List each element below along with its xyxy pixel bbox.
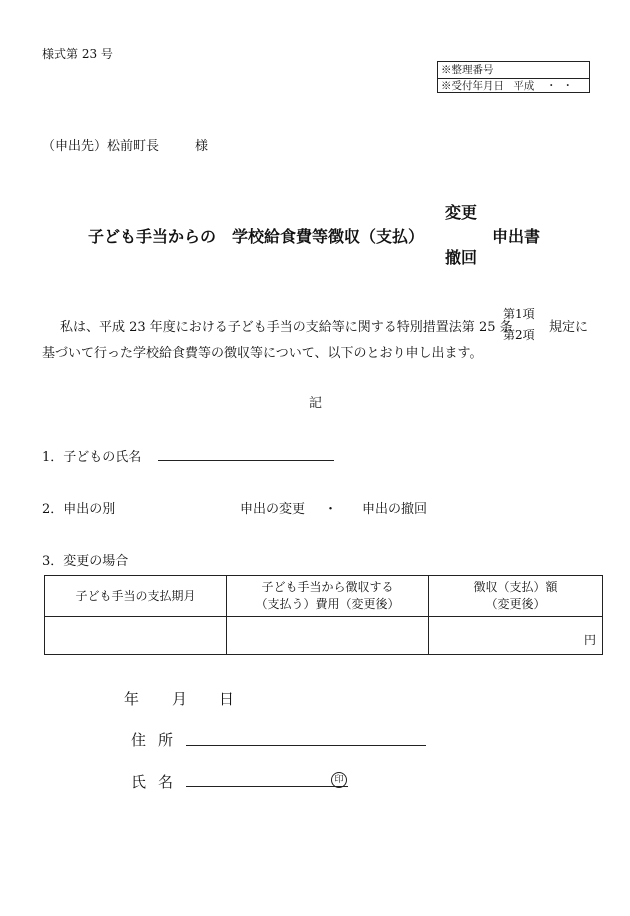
ref-number-row <box>438 62 589 79</box>
child-name-label: 1．子どもの氏名 <box>42 450 142 465</box>
yen-unit: 円 <box>583 633 596 647</box>
change-details-table <box>44 575 603 655</box>
payment-month-cell[interactable] <box>45 617 227 655</box>
clause-paragraph-2: 第2項 <box>503 328 535 342</box>
payment-month-header <box>45 576 227 617</box>
date-day-label: 日 <box>219 690 235 708</box>
form-title-main: 子ども手当からの 学校給食費等徴収（支払） <box>88 227 425 246</box>
form-number: 様式第 23 号 <box>42 47 113 61</box>
received-date-label: ※受付年月日 <box>441 80 504 92</box>
collected-amount-cell[interactable] <box>429 617 603 655</box>
child-name-field[interactable] <box>158 460 334 461</box>
addressee-name: （申出先）松前町長 <box>42 139 160 154</box>
request-change-option[interactable]: 申出の変更 <box>240 502 306 517</box>
body-text-line2: 基づいて行った学校給食費等の徴収等について、以下のとおり申し出ます。 <box>42 346 483 361</box>
date-dots: ・・ <box>546 80 579 92</box>
addressee <box>42 135 208 154</box>
received-date-row <box>438 78 589 94</box>
collected-cost-header-line2: （支払う）費用（変更後） <box>255 597 400 611</box>
office-use-box <box>437 61 590 93</box>
change-case-label: 3．変更の場合 <box>42 554 129 569</box>
collected-cost-header <box>227 576 429 617</box>
body-text-tail: 規定に <box>549 320 589 335</box>
request-option-separator: ・ <box>324 502 338 517</box>
seal-icon: 印 <box>331 772 347 788</box>
collected-amount-header-line1: 徴収（支払）額 <box>473 580 558 594</box>
clause-paragraph-1: 第1項 <box>503 307 535 321</box>
collected-amount-header-line2: （変更後） <box>485 597 546 611</box>
addressee-honorific: 様 <box>195 139 209 154</box>
form-title-suffix: 申出書 <box>492 227 541 246</box>
table-row <box>45 617 603 655</box>
collected-amount-header <box>429 576 603 617</box>
collected-cost-header-line1: 子ども手当から徴収する <box>261 580 394 594</box>
date-month-label: 月 <box>172 690 188 708</box>
applicant-name-field[interactable] <box>186 786 348 787</box>
address-field[interactable] <box>186 745 426 746</box>
era-label: 平成 <box>513 80 535 92</box>
ref-number-label: ※整理番号 <box>441 64 494 76</box>
collected-cost-cell[interactable] <box>227 617 429 655</box>
address-label: 住所 <box>131 731 186 749</box>
ki-heading: 記 <box>309 396 323 411</box>
date-year-label: 年 <box>124 690 140 708</box>
title-option-change: 変更 <box>445 203 478 222</box>
request-type-label: 2．申出の別 <box>42 502 116 517</box>
body-text-line1: 私は、平成 23 年度における子ども手当の支給等に関する特別措置法第 25 条 <box>60 320 513 335</box>
table-header-row <box>45 576 603 617</box>
payment-month-header-text: 子ども手当の支払期月 <box>75 588 196 603</box>
request-withdraw-option[interactable]: 申出の撤回 <box>362 502 428 517</box>
applicant-name-label: 氏名 <box>131 773 186 791</box>
title-option-withdraw: 撤回 <box>445 248 478 267</box>
